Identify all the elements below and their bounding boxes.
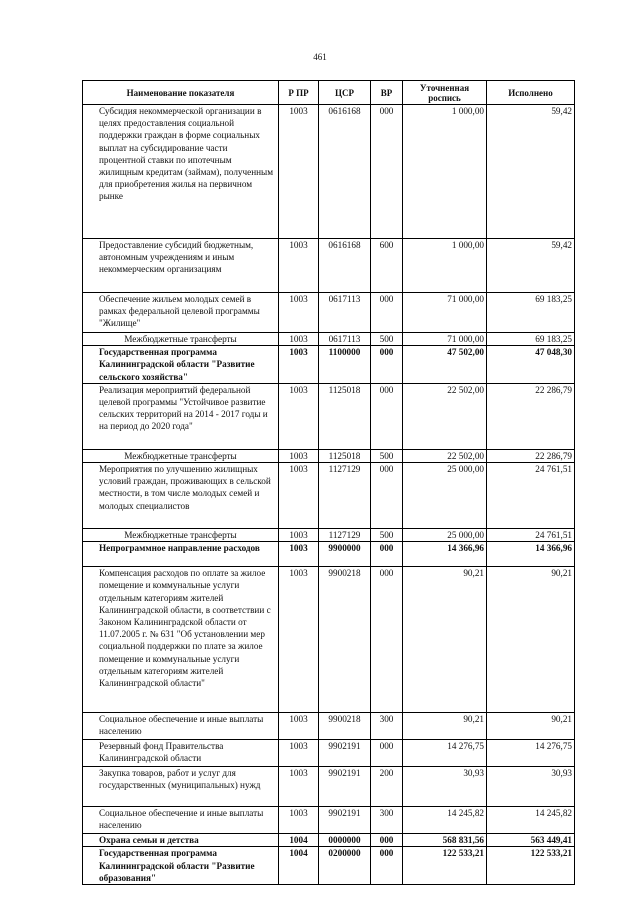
row-rpr: 1003 — [279, 567, 319, 713]
row-done: 24 761,51 — [487, 529, 575, 542]
row-done: 22 286,79 — [487, 449, 575, 462]
table-row — [83, 463, 575, 529]
row-plan: 22 502,00 — [403, 449, 487, 462]
row-rpr: 1003 — [279, 807, 319, 834]
row-rpr: 1003 — [279, 767, 319, 807]
row-done: 22 286,79 — [487, 383, 575, 449]
row-name: Межбюджетные трансферты — [83, 449, 279, 462]
row-vr: 500 — [371, 529, 403, 542]
row-vr: 000 — [371, 105, 403, 239]
row-csr: 1125018 — [319, 383, 371, 449]
row-done: 59,42 — [487, 105, 575, 239]
table-row — [83, 449, 575, 462]
table-row — [83, 740, 575, 767]
row-done: 69 183,25 — [487, 293, 575, 333]
row-rpr: 1003 — [279, 463, 319, 529]
row-vr: 500 — [371, 333, 403, 346]
row-plan: 14 245,82 — [403, 807, 487, 834]
row-name: Государственная программа Калининградской области "Развитие сельского хозяйства" — [83, 346, 279, 384]
row-plan: 25 000,00 — [403, 529, 487, 542]
row-csr: 9902191 — [319, 767, 371, 807]
table-row — [83, 293, 575, 333]
row-name: Закупка товаров, работ и услуг для государственных (муниципальных) нужд — [83, 767, 279, 807]
row-vr: 000 — [371, 567, 403, 713]
table-row — [83, 713, 575, 740]
row-done: 59,42 — [487, 239, 575, 293]
row-csr: 0617113 — [319, 293, 371, 333]
row-done: 30,93 — [487, 767, 575, 807]
row-csr: 9900218 — [319, 713, 371, 740]
row-plan: 47 502,00 — [403, 346, 487, 384]
row-csr: 1127129 — [319, 463, 371, 529]
header-csr: ЦСР — [319, 81, 371, 105]
row-csr: 0200000 — [319, 847, 371, 885]
table-row — [83, 847, 575, 885]
row-name: Межбюджетные трансферты — [83, 529, 279, 542]
header-name: Наименование показателя — [83, 81, 279, 105]
row-vr: 000 — [371, 383, 403, 449]
row-rpr: 1003 — [279, 383, 319, 449]
header-rpr: Р ПР — [279, 81, 319, 105]
row-rpr: 1004 — [279, 847, 319, 885]
row-plan: 25 000,00 — [403, 463, 487, 529]
row-plan: 90,21 — [403, 713, 487, 740]
row-name: Реализация мероприятий федеральной целевой программы "Устойчивое развитие сельских территорий на 2014 - 2017 годы и на период до 2020 года" — [83, 383, 279, 449]
row-csr: 0000000 — [319, 834, 371, 847]
header-plan: Уточненная роспись — [403, 81, 487, 105]
row-vr: 600 — [371, 239, 403, 293]
row-plan: 568 831,56 — [403, 834, 487, 847]
row-vr: 000 — [371, 834, 403, 847]
row-name: Предоставление субсидий бюджетным, автономным учреждениям и иным некоммерческим организациям — [83, 239, 279, 293]
row-rpr: 1003 — [279, 449, 319, 462]
row-plan: 90,21 — [403, 567, 487, 713]
row-csr: 0616168 — [319, 239, 371, 293]
row-done: 563 449,41 — [487, 834, 575, 847]
row-done: 14 276,75 — [487, 740, 575, 767]
row-vr: 000 — [371, 542, 403, 567]
table-row — [83, 346, 575, 384]
table-row — [83, 542, 575, 567]
row-done: 90,21 — [487, 713, 575, 740]
row-name: Мероприятия по улучшению жилищных условий граждан, проживающих в сельской местности, в том числе молодых семей и молодых специалистов — [83, 463, 279, 529]
row-vr: 000 — [371, 847, 403, 885]
row-name: Социальное обеспечение и иные выплаты населению — [83, 807, 279, 834]
row-rpr: 1003 — [279, 239, 319, 293]
table-row — [83, 767, 575, 807]
row-done: 24 761,51 — [487, 463, 575, 529]
row-vr: 000 — [371, 463, 403, 529]
row-plan: 1 000,00 — [403, 239, 487, 293]
table-row — [83, 567, 575, 713]
row-name: Межбюджетные трансферты — [83, 333, 279, 346]
row-name: Обеспечение жильем молодых семей в рамках федеральной целевой программы "Жилище" — [83, 293, 279, 333]
row-rpr: 1003 — [279, 105, 319, 239]
row-name: Государственная программа Калининградской области "Развитие образования" — [83, 847, 279, 885]
table-row — [83, 383, 575, 449]
row-plan: 30,93 — [403, 767, 487, 807]
row-csr: 1100000 — [319, 346, 371, 384]
row-rpr: 1003 — [279, 529, 319, 542]
table-row — [83, 105, 575, 239]
row-name: Субсидия некоммерческой организации в целях предоставления социальной поддержки граждан в форме социальных выплат на субсидирование части процентной ставки по ипотечным жилищным кредитам (займам), полученным для приобретения жилья на первичном рынке — [83, 105, 279, 239]
row-rpr: 1003 — [279, 333, 319, 346]
row-csr: 1127129 — [319, 529, 371, 542]
table-row — [83, 333, 575, 346]
header-done: Исполнено — [487, 81, 575, 105]
row-name: Непрограммное направление расходов — [83, 542, 279, 567]
table-row — [83, 834, 575, 847]
row-csr: 1125018 — [319, 449, 371, 462]
row-rpr: 1003 — [279, 713, 319, 740]
header-vr: ВР — [371, 81, 403, 105]
row-rpr: 1003 — [279, 293, 319, 333]
row-csr: 9902191 — [319, 807, 371, 834]
table-row — [83, 807, 575, 834]
row-plan: 22 502,00 — [403, 383, 487, 449]
table-row — [83, 529, 575, 542]
row-done: 90,21 — [487, 567, 575, 713]
row-csr: 9900218 — [319, 567, 371, 713]
row-done: 122 533,21 — [487, 847, 575, 885]
row-rpr: 1003 — [279, 740, 319, 767]
row-plan: 14 276,75 — [403, 740, 487, 767]
row-plan: 1 000,00 — [403, 105, 487, 239]
row-vr: 300 — [371, 713, 403, 740]
row-csr: 9902191 — [319, 740, 371, 767]
row-done: 14 245,82 — [487, 807, 575, 834]
row-done: 47 048,30 — [487, 346, 575, 384]
row-rpr: 1003 — [279, 346, 319, 384]
budget-table — [82, 80, 575, 885]
row-done: 69 183,25 — [487, 333, 575, 346]
row-csr: 0617113 — [319, 333, 371, 346]
row-done: 14 366,96 — [487, 542, 575, 567]
table-header-row — [83, 81, 575, 105]
row-vr: 200 — [371, 767, 403, 807]
row-csr: 0616168 — [319, 105, 371, 239]
row-vr: 500 — [371, 449, 403, 462]
row-csr: 9900000 — [319, 542, 371, 567]
row-vr: 300 — [371, 807, 403, 834]
row-name: Социальное обеспечение и иные выплаты населению — [83, 713, 279, 740]
table-row — [83, 239, 575, 293]
row-name: Охрана семьи и детства — [83, 834, 279, 847]
page-number: 461 — [313, 52, 327, 62]
row-name: Резервный фонд Правительства Калининградской области — [83, 740, 279, 767]
row-plan: 71 000,00 — [403, 333, 487, 346]
row-plan: 14 366,96 — [403, 542, 487, 567]
row-plan: 71 000,00 — [403, 293, 487, 333]
row-name: Компенсация расходов по оплате за жилое помещение и коммунальные услуги отдельным категориям жителей Калининградской области, в соответствии с Законом Калининградской области от 11.07.2005 г. № 631 "Об установлении мер социальной поддержки по плате за жилое помещение и коммунальные услуги отдельным категориям жителей Калининградской области" — [83, 567, 279, 713]
row-plan: 122 533,21 — [403, 847, 487, 885]
row-rpr: 1004 — [279, 834, 319, 847]
row-vr: 000 — [371, 293, 403, 333]
row-vr: 000 — [371, 346, 403, 384]
row-rpr: 1003 — [279, 542, 319, 567]
row-vr: 000 — [371, 740, 403, 767]
